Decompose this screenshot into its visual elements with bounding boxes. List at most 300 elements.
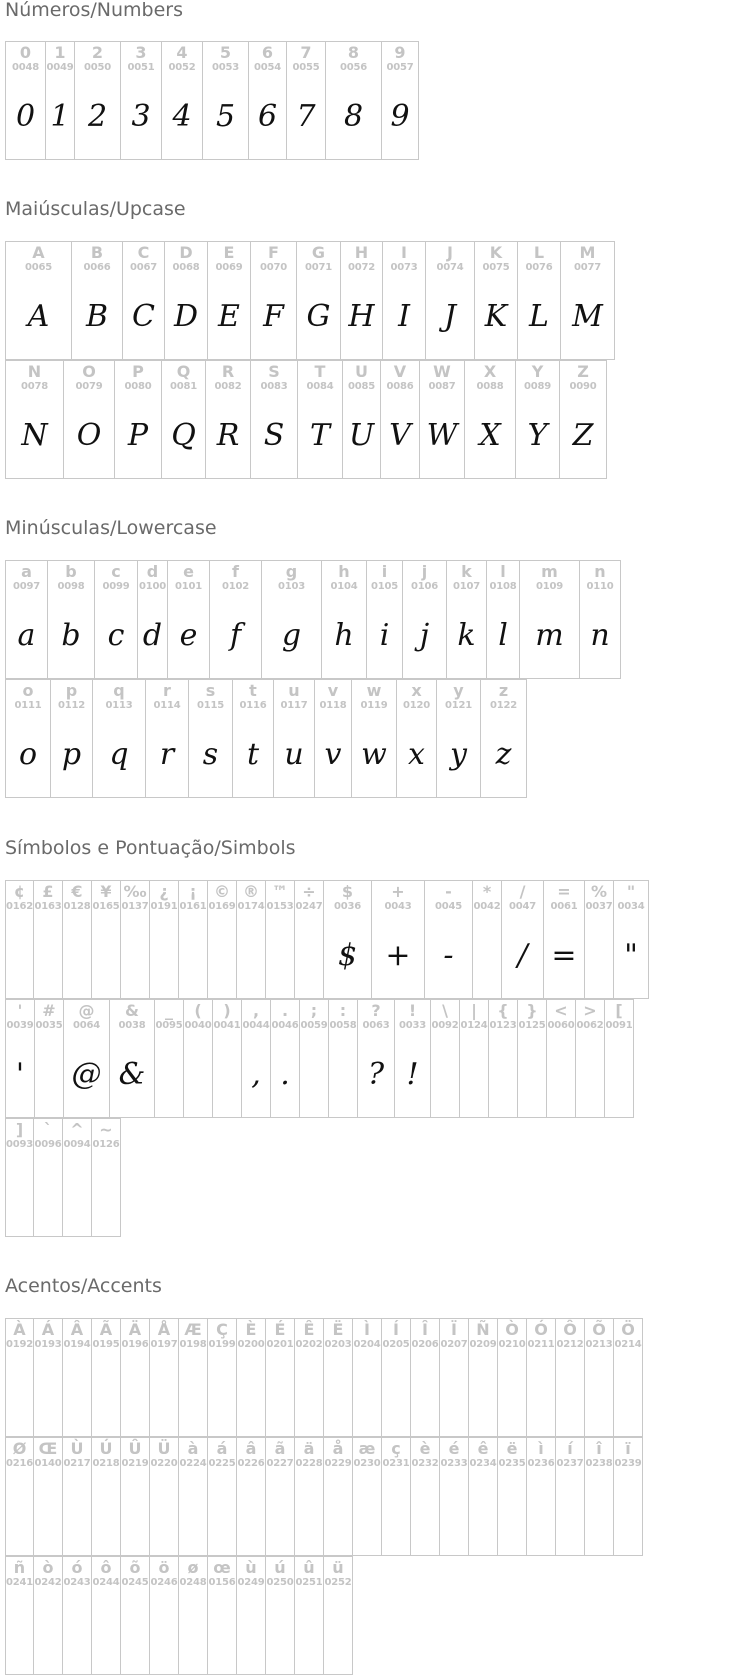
handwritten-glyph-sample: ' xyxy=(15,1057,25,1092)
glyph-code-label: 0214 xyxy=(614,1339,642,1350)
glyph-code-label: 0232 xyxy=(411,1458,439,1469)
glyph-code-label: 0174 xyxy=(237,901,265,912)
glyph-character-label: . xyxy=(281,1001,289,1020)
glyph-cell xyxy=(179,1318,208,1437)
glyph-cell xyxy=(266,1318,295,1437)
glyph-code-label: 0235 xyxy=(498,1458,526,1469)
glyph-code-label: 0048 xyxy=(11,62,40,73)
glyph-cell xyxy=(382,1437,411,1556)
glyph-code-label: 0162 xyxy=(6,901,34,912)
glyph-character-label: K xyxy=(489,243,503,262)
glyph-code-label: 0169 xyxy=(208,901,236,912)
glyph-code-label: 0211 xyxy=(527,1339,555,1350)
glyph-character-label: 8 xyxy=(347,43,360,62)
glyph-code-label: 0094 xyxy=(63,1139,91,1150)
glyph-character-label: ã xyxy=(274,1439,286,1458)
glyph-code-label: 0230 xyxy=(353,1458,381,1469)
glyph-code-label: 0089 xyxy=(523,381,552,392)
handwritten-glyph-sample: B xyxy=(85,299,109,334)
glyph-code-label: 0104 xyxy=(330,581,358,592)
section-title-symbols: Símbolos e Pontuação/Simbols xyxy=(5,837,296,859)
glyph-character-label: k xyxy=(461,562,472,581)
handwritten-glyph-sample: y xyxy=(450,737,467,772)
glyph-character-label: F xyxy=(268,243,279,262)
glyph-code-label: 0047 xyxy=(508,901,537,912)
glyph-cell xyxy=(92,1118,121,1237)
glyph-code-label: 0165 xyxy=(92,901,120,912)
glyph-character-label: õ xyxy=(129,1558,141,1577)
glyph-cell xyxy=(585,1437,614,1556)
handwritten-glyph-sample: E xyxy=(218,299,240,334)
glyph-character-label: Ó xyxy=(534,1320,548,1339)
glyph-cell xyxy=(150,880,179,999)
glyph-code-label: 0251 xyxy=(295,1577,323,1588)
glyph-cell xyxy=(561,241,615,360)
glyph-character-label: r xyxy=(163,681,171,700)
glyph-cell xyxy=(34,1437,63,1556)
handwritten-glyph-sample: 0 xyxy=(15,99,36,134)
handwritten-glyph-sample: g xyxy=(281,618,302,653)
glyph-character-label: ó xyxy=(71,1558,83,1577)
glyph-character-label: á xyxy=(216,1439,228,1458)
glyph-cell xyxy=(411,1318,440,1437)
glyph-cell xyxy=(48,560,95,679)
glyph-code-label: 0036 xyxy=(333,901,362,912)
glyph-character-label: Ç xyxy=(216,1320,228,1339)
symbols-row-3 xyxy=(5,1118,121,1237)
glyph-cell xyxy=(469,1437,498,1556)
glyph-cell xyxy=(63,1318,92,1437)
glyph-code-label: 0099 xyxy=(102,581,130,592)
handwritten-glyph-sample: 2 xyxy=(87,99,108,134)
glyph-cell xyxy=(473,880,502,999)
glyph-cell xyxy=(208,1318,237,1437)
glyph-cell xyxy=(155,999,184,1118)
glyph-character-label: l xyxy=(500,562,506,581)
glyph-character-label: ` xyxy=(44,1120,52,1139)
glyph-character-label: ì xyxy=(538,1439,544,1458)
handwritten-glyph-sample: M xyxy=(572,299,603,334)
glyph-code-label: 0237 xyxy=(556,1458,584,1469)
handwritten-glyph-sample: F xyxy=(263,299,284,334)
glyph-character-label: P xyxy=(132,362,144,381)
handwritten-glyph-sample: + xyxy=(385,938,411,973)
glyph-character-label: å xyxy=(332,1439,344,1458)
glyph-cell xyxy=(487,560,520,679)
glyph-cell xyxy=(431,999,460,1118)
glyph-cell xyxy=(208,241,251,360)
glyph-cell xyxy=(287,41,326,160)
glyph-character-label: í xyxy=(567,1439,573,1458)
section-title-accents: Acentos/Accents xyxy=(5,1275,162,1297)
glyph-code-label: 0119 xyxy=(360,700,388,711)
glyph-cell xyxy=(5,41,46,160)
glyph-character-label: Ã xyxy=(99,1320,113,1339)
glyph-character-label: d xyxy=(146,562,159,581)
glyph-character-label: ç xyxy=(391,1439,401,1458)
handwritten-glyph-sample: t xyxy=(246,737,260,772)
glyph-code-label: 0042 xyxy=(473,901,501,912)
glyph-character-label: É xyxy=(274,1320,286,1339)
glyph-cell xyxy=(585,880,614,999)
glyph-code-label: 0233 xyxy=(440,1458,468,1469)
glyph-character-label: Ø xyxy=(12,1439,27,1458)
accents-row-1 xyxy=(5,1318,643,1437)
glyph-code-label: 0065 xyxy=(24,262,53,273)
glyph-code-label: 0072 xyxy=(347,262,376,273)
glyph-code-label: 0090 xyxy=(569,381,597,392)
glyph-cell xyxy=(237,1556,266,1675)
glyph-code-label: 0053 xyxy=(211,62,240,73)
glyph-code-label: 0113 xyxy=(105,700,133,711)
glyph-character-label: p xyxy=(65,681,78,700)
glyph-cell xyxy=(527,1437,556,1556)
glyph-cell xyxy=(425,880,473,999)
glyph-code-label: 0056 xyxy=(339,62,368,73)
glyph-cell xyxy=(34,1556,63,1675)
glyph-cell xyxy=(251,360,298,479)
glyph-character-label: O xyxy=(82,362,96,381)
glyph-cell xyxy=(63,1437,92,1556)
glyph-code-label: 0153 xyxy=(266,901,294,912)
glyph-code-label: 0039 xyxy=(6,1020,34,1031)
glyph-cell xyxy=(315,679,352,798)
glyph-character-label: ä xyxy=(303,1439,315,1458)
handwritten-glyph-sample: , xyxy=(251,1057,261,1092)
glyph-cell xyxy=(121,41,162,160)
glyph-code-label: 0219 xyxy=(121,1458,149,1469)
glyph-character-label: ^ xyxy=(70,1120,84,1139)
glyph-cell xyxy=(146,679,189,798)
glyph-cell xyxy=(242,999,271,1118)
glyph-character-label: V xyxy=(393,362,407,381)
handwritten-glyph-sample: n xyxy=(590,618,610,653)
glyph-cell xyxy=(121,880,150,999)
glyph-code-label: 0194 xyxy=(63,1339,91,1350)
glyph-cell xyxy=(465,360,516,479)
glyph-code-label: 0200 xyxy=(237,1339,265,1350)
glyph-code-label: 0037 xyxy=(585,901,613,912)
glyph-code-label: 0050 xyxy=(83,62,112,73)
handwritten-glyph-sample: 3 xyxy=(131,99,151,134)
glyph-cell xyxy=(51,679,93,798)
glyph-character-label: 2 xyxy=(91,43,104,62)
glyph-code-label: 0060 xyxy=(547,1020,575,1031)
handwritten-glyph-sample: v xyxy=(324,737,342,772)
glyph-code-label: 0199 xyxy=(208,1339,236,1350)
glyph-code-label: 0163 xyxy=(34,901,62,912)
glyph-character-label: 5 xyxy=(219,43,232,62)
glyph-cell xyxy=(295,1318,324,1437)
glyph-code-label: 0246 xyxy=(150,1577,178,1588)
glyph-cell xyxy=(300,999,329,1118)
glyph-code-label: 0117 xyxy=(280,700,308,711)
section-title-lowercase: Minúsculas/Lowercase xyxy=(5,517,217,539)
glyph-character-label: + xyxy=(391,882,405,901)
glyph-character-label: : xyxy=(339,1001,347,1020)
glyph-cell xyxy=(237,1437,266,1556)
glyph-code-label: 0236 xyxy=(527,1458,555,1469)
handwritten-glyph-sample: p xyxy=(61,737,82,772)
glyph-code-label: 0063 xyxy=(362,1020,390,1031)
glyph-code-label: 0080 xyxy=(124,381,152,392)
glyph-cell xyxy=(184,999,213,1118)
glyph-cell xyxy=(92,1437,121,1556)
glyph-cell xyxy=(179,1556,208,1675)
glyph-character-label: G xyxy=(311,243,326,262)
glyph-cell xyxy=(168,560,210,679)
handwritten-glyph-sample: I xyxy=(398,299,410,334)
glyph-character-label: ï xyxy=(625,1439,631,1458)
glyph-character-label: \ xyxy=(442,1001,448,1020)
glyph-code-label: 0114 xyxy=(153,700,181,711)
glyph-code-label: 0075 xyxy=(482,262,510,273)
glyph-character-label: g xyxy=(285,562,298,581)
glyph-cell xyxy=(208,1556,237,1675)
handwritten-glyph-sample: ? xyxy=(367,1057,385,1092)
glyph-cell xyxy=(189,679,233,798)
glyph-code-label: 0122 xyxy=(489,700,518,711)
glyph-code-label: 0054 xyxy=(253,62,282,73)
glyph-cell xyxy=(560,360,607,479)
glyph-character-label: Œ xyxy=(38,1439,58,1458)
symbols-row-2 xyxy=(5,999,634,1118)
glyph-character-label: ô xyxy=(100,1558,112,1577)
glyph-code-label: 0116 xyxy=(239,700,267,711)
glyph-code-label: 0125 xyxy=(518,1020,546,1031)
glyph-character-label: Ä xyxy=(128,1320,142,1339)
glyph-cell xyxy=(329,999,358,1118)
glyph-code-label: 0092 xyxy=(431,1020,459,1031)
glyph-code-label: 0087 xyxy=(428,381,456,392)
glyph-character-label: D xyxy=(179,243,193,262)
glyph-cell xyxy=(322,560,367,679)
glyph-cell xyxy=(5,1556,34,1675)
glyph-character-label: ¿ xyxy=(159,882,169,901)
glyph-character-label: w xyxy=(366,681,382,700)
handwritten-glyph-sample: U xyxy=(348,418,375,453)
glyph-code-label: 0095 xyxy=(155,1020,183,1031)
glyph-cell xyxy=(5,360,64,479)
glyph-character-label: X xyxy=(483,362,497,381)
glyph-cell xyxy=(233,679,274,798)
handwritten-glyph-sample: k xyxy=(457,618,476,653)
glyph-character-label: > xyxy=(583,1001,597,1020)
glyph-cell xyxy=(556,1437,585,1556)
glyph-cell xyxy=(502,880,544,999)
glyph-code-label: 0108 xyxy=(489,581,517,592)
handwritten-glyph-sample: h xyxy=(334,618,354,653)
glyph-character-label: y xyxy=(453,681,464,700)
glyph-code-label: 0140 xyxy=(34,1458,62,1469)
glyph-character-label: é xyxy=(448,1439,460,1458)
glyph-cell xyxy=(179,880,208,999)
lowercase-row-1 xyxy=(5,560,621,679)
handwritten-glyph-sample: & xyxy=(118,1057,146,1092)
handwritten-glyph-sample: K xyxy=(484,299,508,334)
handwritten-glyph-sample: S xyxy=(263,418,285,453)
handwritten-glyph-sample: X xyxy=(479,418,501,453)
handwritten-glyph-sample: a xyxy=(17,618,36,653)
glyph-code-label: 0071 xyxy=(304,262,333,273)
glyph-cell xyxy=(580,560,621,679)
glyph-code-label: 0128 xyxy=(63,901,91,912)
glyph-code-label: 0059 xyxy=(300,1020,328,1031)
glyph-cell xyxy=(420,360,465,479)
glyph-code-label: 0228 xyxy=(295,1458,323,1469)
glyph-cell xyxy=(614,880,649,999)
glyph-cell xyxy=(585,1318,614,1437)
glyph-cell xyxy=(210,560,262,679)
glyph-code-label: 0241 xyxy=(6,1577,34,1588)
glyph-character-label: | xyxy=(471,1001,477,1020)
glyph-cell xyxy=(324,880,372,999)
lowercase-row-2 xyxy=(5,679,527,798)
handwritten-glyph-sample: L xyxy=(529,299,549,334)
glyph-character-label: Ì xyxy=(364,1320,370,1339)
glyph-cell xyxy=(411,1437,440,1556)
glyph-cell xyxy=(382,1318,411,1437)
symbols-row-1 xyxy=(5,880,649,999)
handwritten-glyph-sample: 8 xyxy=(343,99,364,134)
section-title-upcase: Maiúsculas/Upcase xyxy=(5,198,186,220)
glyph-cell xyxy=(367,560,403,679)
glyph-character-label: Ï xyxy=(451,1320,457,1339)
glyph-code-label: 0057 xyxy=(386,62,414,73)
glyph-cell xyxy=(93,679,146,798)
glyph-cell xyxy=(138,560,168,679)
glyph-cell xyxy=(162,360,206,479)
glyph-code-label: 0076 xyxy=(525,262,553,273)
glyph-cell xyxy=(165,241,208,360)
glyph-cell xyxy=(437,679,481,798)
handwritten-glyph-sample: J xyxy=(443,299,457,334)
glyph-cell xyxy=(295,1556,324,1675)
glyph-code-label: 0100 xyxy=(138,581,167,592)
glyph-cell xyxy=(5,241,72,360)
handwritten-glyph-sample: m xyxy=(535,618,564,653)
glyph-code-label: 0120 xyxy=(402,700,431,711)
glyph-character-label: Ö xyxy=(621,1320,635,1339)
glyph-code-label: 0239 xyxy=(614,1458,642,1469)
glyph-code-label: 0218 xyxy=(92,1458,120,1469)
glyph-character-label: n xyxy=(594,562,606,581)
glyph-code-label: 0123 xyxy=(489,1020,517,1031)
handwritten-glyph-sample: - xyxy=(443,938,454,973)
glyph-cell xyxy=(271,999,300,1118)
glyph-character-label: e xyxy=(183,562,194,581)
glyph-cell xyxy=(518,241,561,360)
glyph-character-label: H xyxy=(354,243,369,262)
glyph-code-label: 0082 xyxy=(214,381,242,392)
glyph-cell xyxy=(343,360,381,479)
handwritten-glyph-sample: " xyxy=(624,938,638,973)
handwritten-glyph-sample: H xyxy=(348,299,375,334)
glyph-character-label: ? xyxy=(371,1001,381,1020)
section-title-numbers: Números/Numbers xyxy=(5,0,183,21)
glyph-cell xyxy=(150,1318,179,1437)
glyph-code-label: 0248 xyxy=(179,1577,207,1588)
glyph-code-label: 0102 xyxy=(221,581,250,592)
glyph-character-label: Ú xyxy=(99,1439,113,1458)
glyph-character-label: ¥ xyxy=(100,882,112,901)
glyph-character-label: S xyxy=(268,362,280,381)
glyph-character-label: ! xyxy=(408,1001,417,1020)
glyph-character-label: J xyxy=(447,243,453,262)
glyph-character-label: 9 xyxy=(394,43,406,62)
glyph-character-label: ñ xyxy=(13,1558,26,1577)
glyph-code-label: 0198 xyxy=(179,1339,207,1350)
glyph-code-label: 0196 xyxy=(121,1339,149,1350)
glyph-cell xyxy=(576,999,605,1118)
glyph-character-label: à xyxy=(187,1439,199,1458)
numbers-row-1 xyxy=(5,41,419,160)
handwritten-glyph-sample: V xyxy=(389,418,411,453)
glyph-cell xyxy=(447,560,487,679)
glyph-character-label: Û xyxy=(128,1439,142,1458)
handwritten-glyph-sample: Z xyxy=(572,418,594,453)
upcase-row-1 xyxy=(5,241,615,360)
glyph-code-label: 0096 xyxy=(34,1139,62,1150)
glyph-cell xyxy=(324,1437,353,1556)
glyph-cell xyxy=(403,560,447,679)
glyph-character-label: c xyxy=(111,562,121,581)
glyph-character-label: & xyxy=(125,1001,139,1020)
glyph-code-label: 0044 xyxy=(242,1020,270,1031)
glyph-character-label: * xyxy=(482,882,492,901)
glyph-character-label: ú xyxy=(274,1558,286,1577)
glyph-character-label: ë xyxy=(506,1439,518,1458)
glyph-cell xyxy=(150,1437,179,1556)
glyph-code-label: 0061 xyxy=(550,901,578,912)
handwritten-glyph-sample: l xyxy=(498,618,508,653)
glyph-character-label: ò xyxy=(42,1558,54,1577)
glyph-character-label: A xyxy=(32,243,45,262)
glyph-character-label: " xyxy=(626,882,636,901)
glyph-character-label: # xyxy=(42,1001,56,1020)
glyph-code-label: 0070 xyxy=(259,262,288,273)
glyph-character-label: ; xyxy=(310,1001,318,1020)
handwritten-glyph-sample: P xyxy=(127,418,149,453)
glyph-code-label: 0224 xyxy=(179,1458,207,1469)
glyph-code-label: 0078 xyxy=(20,381,49,392)
glyph-cell xyxy=(179,1437,208,1556)
glyph-character-label: a xyxy=(21,562,32,581)
glyph-character-label: } xyxy=(526,1001,538,1020)
glyph-character-label: Ê xyxy=(303,1320,315,1339)
glyph-cell xyxy=(358,999,395,1118)
glyph-cell xyxy=(498,1437,527,1556)
glyph-code-label: 0066 xyxy=(83,262,111,273)
glyph-character-label: t xyxy=(249,681,257,700)
glyph-character-label: è xyxy=(419,1439,431,1458)
glyph-code-label: 0121 xyxy=(444,700,473,711)
handwritten-glyph-sample: s xyxy=(202,737,219,772)
glyph-code-label: 0110 xyxy=(586,581,614,592)
handwritten-glyph-sample: x xyxy=(408,737,425,772)
glyph-cell xyxy=(63,880,92,999)
handwritten-glyph-sample: C xyxy=(132,299,155,334)
glyph-cell xyxy=(498,1318,527,1437)
glyph-code-label: 0238 xyxy=(585,1458,613,1469)
glyph-character-label: Í xyxy=(393,1320,399,1339)
glyph-character-label: , xyxy=(252,1001,260,1020)
glyph-character-label: u xyxy=(288,681,300,700)
handwritten-glyph-sample: 4 xyxy=(172,99,192,134)
glyph-character-label: Ò xyxy=(505,1320,519,1339)
glyph-character-label: U xyxy=(355,362,368,381)
glyph-cell xyxy=(481,679,527,798)
